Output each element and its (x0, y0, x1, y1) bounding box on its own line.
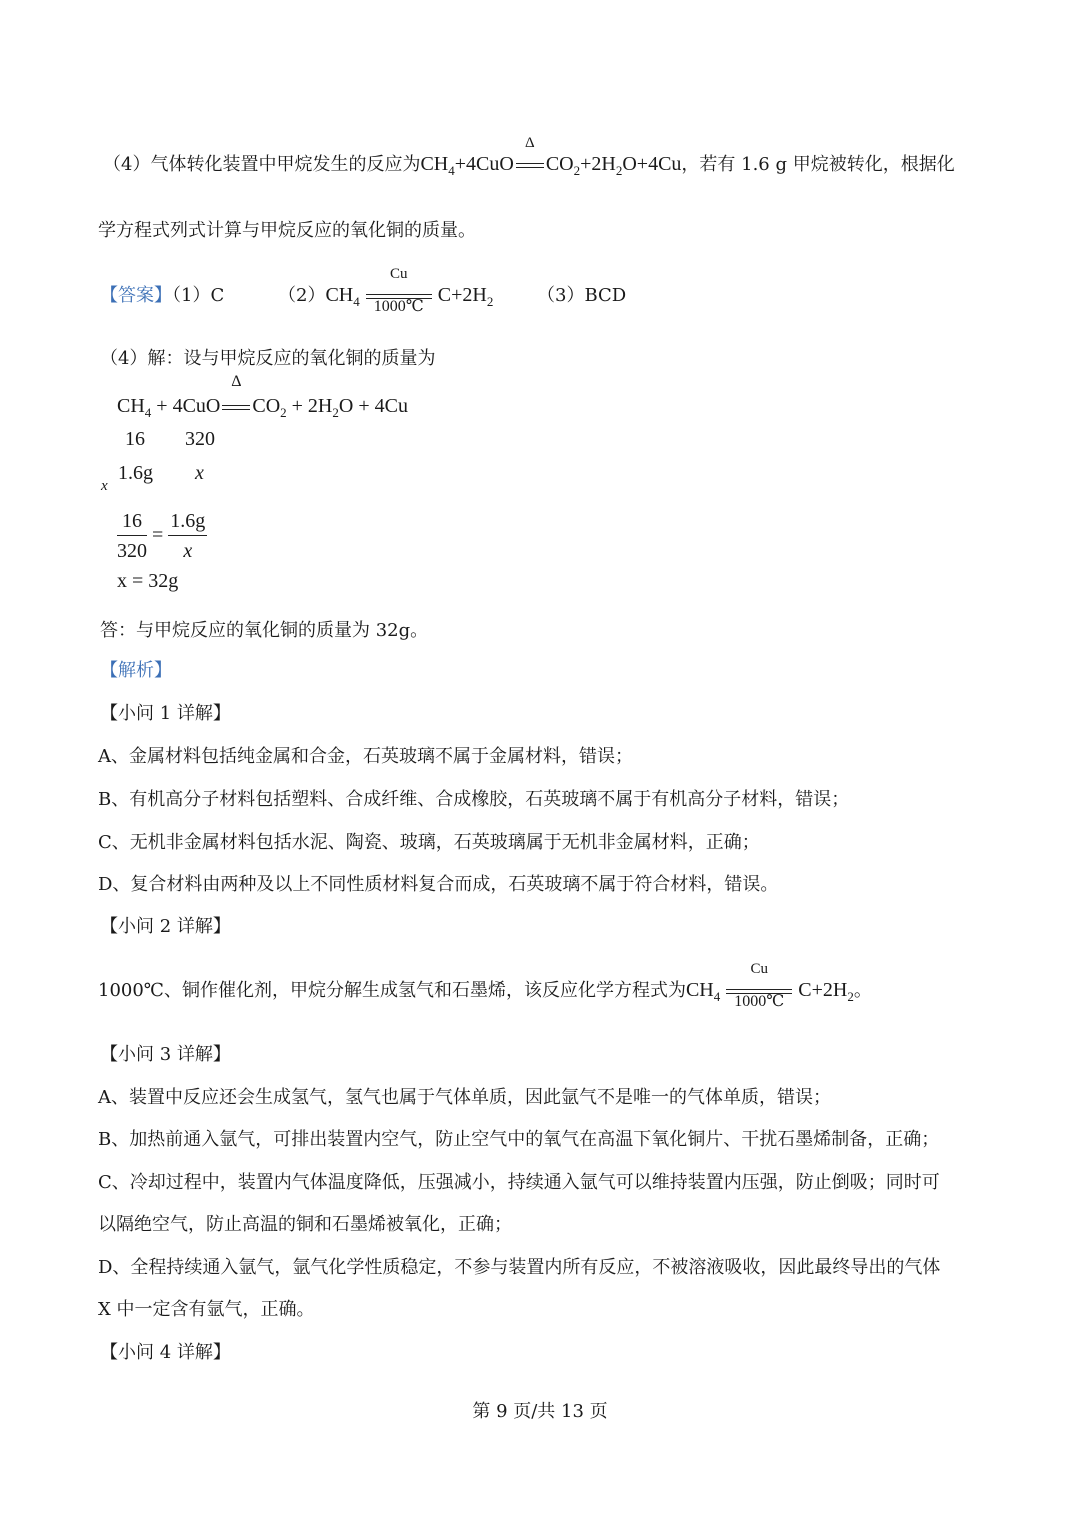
fraction-left (117, 510, 147, 563)
subq3-b: B、加热前通入氩气，可排出装置内空气，防止空气中的氧气在高温下氧化铜片、干扰石墨烯制备，正确； (98, 1129, 940, 1150)
answer-label: 【答案】 (100, 285, 172, 306)
subq3-c2: 以隔绝空气，防止高温的铜和石墨烯被氧化，正确； (98, 1214, 512, 1235)
subq2-eq-right-sub: 2 (847, 989, 854, 1004)
mw-cuo: 320 (185, 428, 215, 450)
answer-eq-arrow (364, 266, 434, 315)
subq1-a: A、金属材料包括纯金属和合金，石英玻璃不属于金属材料，错误； (98, 746, 633, 767)
subq3-title: 【小问 3 详解】 (100, 1044, 231, 1065)
answer-cond-top: Cu (389, 266, 408, 282)
sol-eq-h-sub: 2 (332, 405, 339, 420)
subq1-c: C、无机非金属材料包括水泥、陶瓷、玻璃，石英玻璃属于无机非金属材料，正确； (98, 832, 760, 853)
conclusion: 答：与甲烷反应的氧化铜的质量为 32g。 (100, 620, 429, 641)
subq2-line (98, 961, 872, 1010)
mw-ch4: 16 (125, 428, 145, 450)
sol-eq-co-sub: 2 (280, 405, 287, 420)
subq3-d1: D、全程持续通入氩气，氩气化学性质稳定，不参与装置内所有反应，不被溶液吸收，因此最终导出的气体 (98, 1257, 941, 1278)
subq3-a: A、装置中反应还会生成氢气，氢气也属于气体单质，因此氩气不是唯一的气体单质，错误； (98, 1087, 831, 1108)
fraction-right (168, 510, 207, 563)
sol-eq-rest: O + 4Cu (338, 395, 408, 417)
page-number: 第 9 页/共 13 页 (472, 1401, 608, 1422)
q4-intro-suffix: ，若有 1.6 g 甲烷被转化，根据化 (681, 154, 955, 175)
subq2-eq-ch-sub: 4 (713, 989, 721, 1004)
eq-cuo: +4CuO (454, 153, 514, 175)
eq-rest: O+4Cu (622, 153, 682, 175)
answer-part1: （1）C (172, 285, 225, 306)
frac-right-den: x (183, 540, 193, 562)
frac-left-den: 320 (117, 540, 147, 562)
subq3-c1: C、冷却过程中，装置内气体温度降低，压强减小，持续通入氩气可以维持装置内压强，防止倒吸；同时可 (98, 1172, 940, 1193)
subq1-b: B、有机高分子材料包括塑料、合成纤维、合成橡胶，石英玻璃不属于有机高分子材料，错误； (98, 789, 850, 810)
solution-intro: （4）解：设与甲烷反应的氧化铜的质量为 (100, 348, 436, 369)
subq1-d: D、复合材料由两种及以上不同性质材料复合而成，石英玻璃不属于符合材料，错误。 (98, 874, 779, 895)
eq-arrow (514, 135, 546, 176)
subq2-eq-arrow (724, 961, 794, 1010)
eq-ch: CH (420, 153, 449, 175)
var-x-small: x (101, 478, 108, 494)
mass-ch4: 1.6g (118, 462, 153, 484)
solution-equation (117, 373, 408, 421)
result-line: x = 32g (117, 570, 179, 592)
answer-eq-ch: CH (325, 284, 354, 306)
answer-part2-prefix: （2） (278, 285, 326, 306)
q4-intro-prefix: （4）气体转化装置中甲烷发生的反应为 (103, 154, 421, 175)
answer-part3: （3）BCD (537, 285, 627, 306)
subq2-cond-bot: 1000℃ (734, 993, 785, 1010)
q4-equation (420, 135, 682, 178)
subq3-d2: X 中一定含有氩气，正确。 (98, 1299, 315, 1320)
sol-eq-cond: Δ (231, 373, 242, 390)
proportion (117, 510, 207, 563)
subq2-text: 1000℃、铜作催化剂，甲烷分解生成氢气和石墨烯，该反应化学方程式为 (98, 980, 686, 1001)
frac-left-num: 16 (117, 510, 147, 536)
eq-co-sub: 2 (573, 163, 581, 178)
sol-eq-cuo: + 4CuO (151, 395, 221, 417)
eq-cond-delta: Δ (524, 135, 535, 151)
subq2-end: 。 (853, 980, 872, 1001)
answer-eq-ch-sub: 4 (353, 294, 360, 309)
frac-right-num: 1.6g (168, 510, 207, 536)
subq2-cond-top: Cu (750, 961, 768, 977)
answer-eq-right: C+2H (437, 284, 487, 306)
answer-line (100, 281, 224, 307)
subq4-title: 【小问 4 详解】 (100, 1342, 231, 1363)
subq1-title: 【小问 1 详解】 (100, 703, 231, 724)
eq-h-sub: 2 (615, 163, 623, 178)
q4-intro-line2: 学方程式列式计算与甲烷反应的氧化铜的质量。 (98, 220, 476, 241)
sol-eq-ch: CH (117, 395, 145, 417)
sol-eq-arrow (220, 373, 252, 418)
sol-eq-co: CO (252, 395, 281, 417)
analysis-label: 【解析】 (100, 660, 172, 681)
mass-x: x (195, 462, 204, 484)
subq2-eq-right: C+2H (798, 979, 848, 1001)
sol-eq-h: + 2H (286, 395, 333, 417)
answer-eq-right-sub: 2 (486, 294, 494, 309)
q4-intro-line (103, 135, 955, 179)
subq2-eq-ch: CH (685, 979, 714, 1001)
sol-eq-ch-sub: 4 (144, 405, 152, 420)
subq2-title: 【小问 2 详解】 (100, 916, 231, 937)
eq-h: +2H (580, 153, 616, 175)
answer-part2 (278, 266, 494, 315)
eq-ch-sub: 4 (448, 163, 455, 178)
eq-co: CO (545, 153, 574, 175)
answer-cond-bot: 1000℃ (373, 298, 424, 315)
equals-sign: = (152, 524, 164, 547)
